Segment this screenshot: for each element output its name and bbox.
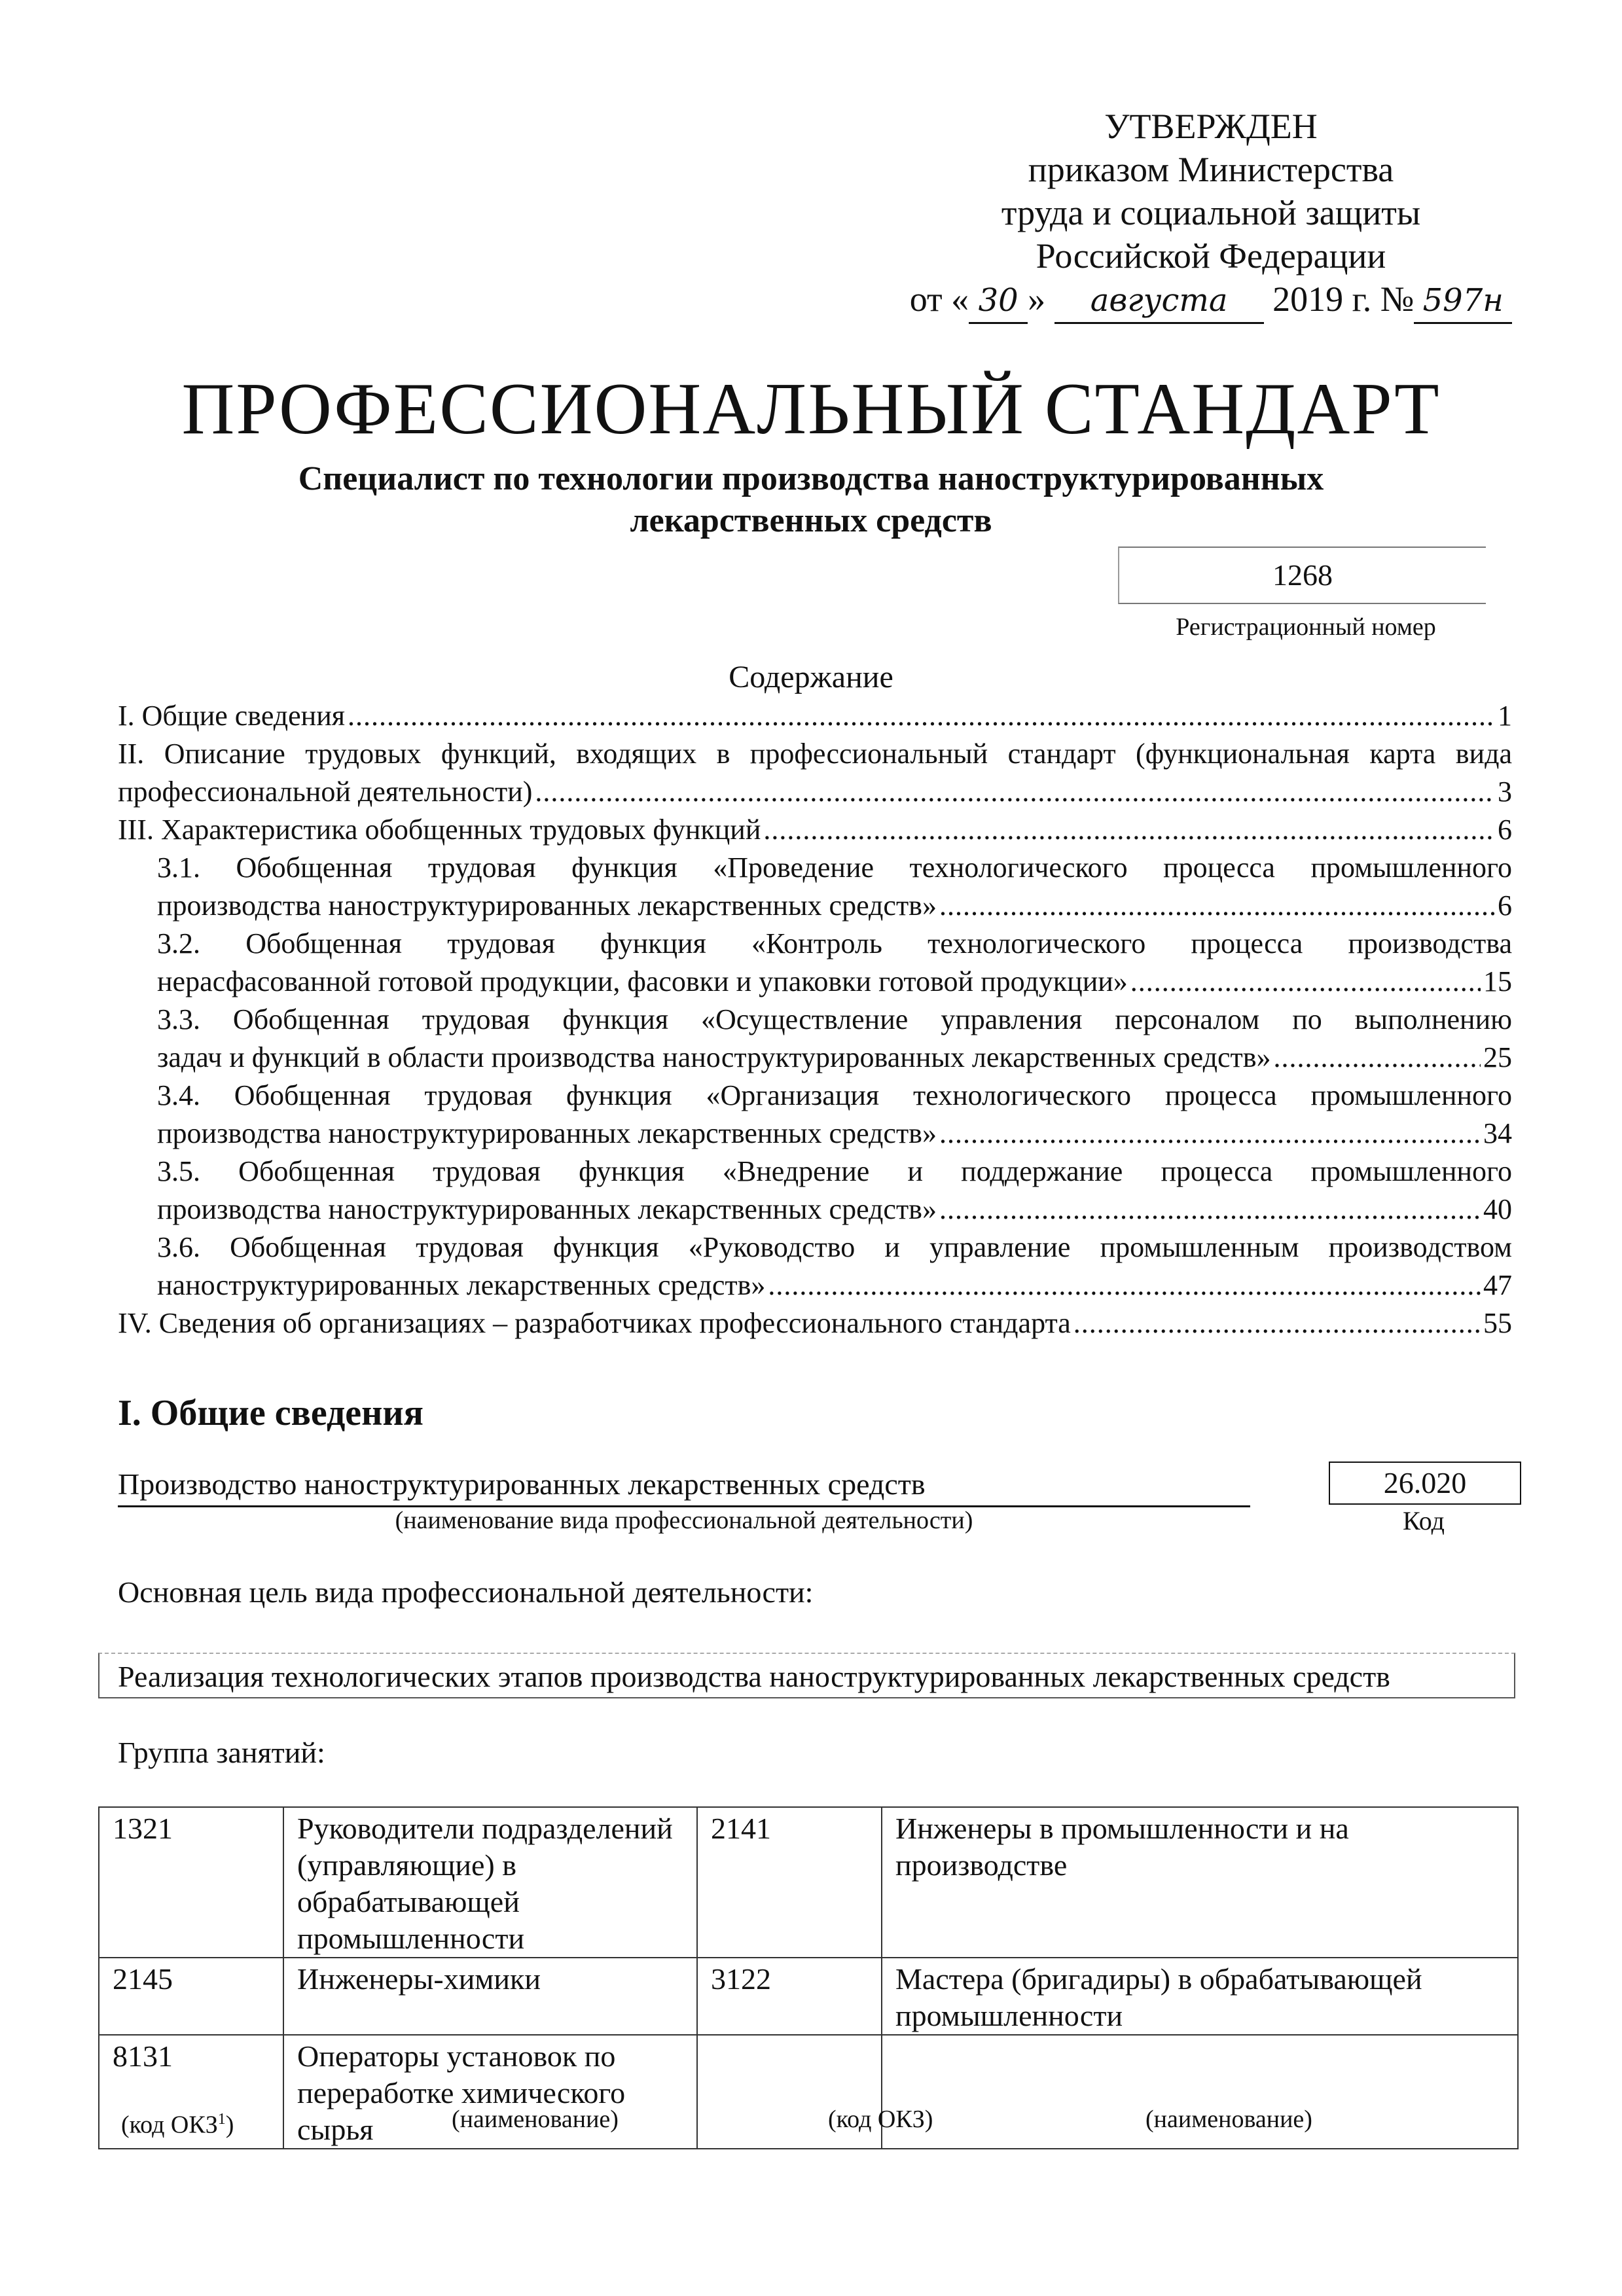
toc-line bbox=[157, 1191, 1512, 1229]
toc-entry-text: производства наноструктурированных лекарственных средств» bbox=[157, 1117, 937, 1149]
subtitle-line-1: Специалист по технологии производства наноструктурированных bbox=[298, 460, 1324, 497]
toc-line bbox=[157, 963, 1512, 1001]
date-prefix: от « bbox=[909, 279, 969, 319]
toc-entry-text: производства наноструктурированных лекарственных средств» bbox=[157, 1193, 937, 1225]
okz-code-cell: 2141 bbox=[697, 1807, 882, 1958]
okz-code-cell: 8131 bbox=[99, 2035, 283, 2149]
caption-text: (код ОКЗ bbox=[121, 2111, 218, 2139]
toc-entry[interactable] bbox=[118, 697, 1512, 735]
occupation-name-caption-1: (наименование) bbox=[452, 2106, 619, 2133]
toc-dot-leader bbox=[535, 773, 1495, 811]
approval-date-line bbox=[871, 278, 1551, 324]
approval-line-ministry: труда и социальной защиты bbox=[1001, 193, 1421, 232]
toc-entry[interactable] bbox=[118, 849, 1512, 925]
occupation-name-cell: Операторы установок по переработке химического сырья bbox=[283, 2035, 697, 2149]
toc-line bbox=[118, 811, 1512, 849]
toc-dot-leader bbox=[348, 697, 1495, 735]
toc-dot-leader bbox=[1274, 1039, 1481, 1077]
toc-page-number: 15 bbox=[1483, 965, 1512, 997]
table-of-contents bbox=[118, 697, 1512, 1342]
goal-label: Основная цель вида профессиональной деятельности: bbox=[118, 1575, 814, 1609]
toc-dot-leader bbox=[939, 1191, 1481, 1229]
footnote-mark: 1 bbox=[217, 2111, 226, 2128]
toc-entry[interactable] bbox=[118, 925, 1512, 1001]
subtitle-line-2: лекарственных средств bbox=[630, 502, 992, 539]
okz-code-cell: 3122 bbox=[697, 1958, 882, 2035]
toc-line bbox=[157, 887, 1512, 925]
toc-entry[interactable] bbox=[118, 1304, 1512, 1342]
toc-line bbox=[118, 1304, 1512, 1342]
date-year: 2019 г. № bbox=[1272, 279, 1415, 319]
activity-code-box: 26.020 bbox=[1329, 1462, 1521, 1505]
toc-page-number: 1 bbox=[1498, 700, 1512, 732]
activity-name: Производство наноструктурированных лекарственных средств bbox=[118, 1466, 1250, 1507]
document-subtitle bbox=[131, 458, 1491, 542]
toc-entry-text: 3.6. Обобщенная трудовая функция «Руководство и управление промышленным производством bbox=[157, 1231, 1512, 1263]
goal-box: Реализация технологических этапов производства наноструктурированных лекарственных средств bbox=[98, 1653, 1515, 1698]
toc-line bbox=[157, 1266, 1512, 1304]
toc-entry-text: 3.4. Обобщенная трудовая функция «Организация технологического процесса промышленного bbox=[157, 1079, 1512, 1111]
toc-entry[interactable] bbox=[118, 811, 1512, 849]
toc-entry-text: III. Характеристика обобщенных трудовых функций bbox=[118, 814, 761, 846]
section-heading: I. Общие сведения bbox=[118, 1393, 424, 1433]
date-month: августа bbox=[1054, 279, 1264, 324]
toc-dot-leader bbox=[1130, 963, 1481, 1001]
toc-line bbox=[118, 697, 1512, 735]
okz-code-cell: 1321 bbox=[99, 1807, 283, 1958]
toc-entry[interactable] bbox=[118, 735, 1512, 811]
toc-line bbox=[118, 773, 1512, 811]
toc-dot-leader bbox=[763, 811, 1495, 849]
occupation-group-table bbox=[98, 1806, 1519, 2149]
okz-code-caption-2: (код ОКЗ) bbox=[828, 2106, 933, 2133]
toc-line bbox=[157, 1039, 1512, 1077]
occupation-name-cell: Мастера (бригадиры) в обрабатывающей промышленности bbox=[882, 1958, 1518, 2035]
toc-dot-leader bbox=[1073, 1304, 1481, 1342]
toc-line bbox=[157, 1115, 1512, 1153]
occupation-name-cell: Инженеры в промышленности и на производстве bbox=[882, 1807, 1518, 1958]
toc-page-number: 55 bbox=[1483, 1307, 1512, 1339]
toc-entry-text: профессиональной деятельности) bbox=[118, 776, 533, 808]
toc-page-number: 3 bbox=[1498, 776, 1512, 808]
approval-line-country: Российской Федерации bbox=[1036, 236, 1386, 276]
toc-entry-text: 3.2. Обобщенная трудовая функция «Контроль технологического процесса производства bbox=[157, 927, 1512, 960]
table-row bbox=[99, 1807, 1518, 1958]
table-row bbox=[99, 1958, 1518, 2035]
toc-entry[interactable] bbox=[118, 1229, 1512, 1304]
toc-entry[interactable] bbox=[118, 1153, 1512, 1229]
toc-page-number: 47 bbox=[1483, 1269, 1512, 1301]
toc-entry-text: 3.1. Обобщенная трудовая функция «Проведение технологического процесса промышленного bbox=[157, 852, 1512, 884]
occupation-name-cell: Руководители подразделений (управляющие) в обрабатывающей промышленности bbox=[283, 1807, 697, 1958]
toc-page-number: 6 bbox=[1498, 814, 1512, 846]
toc-dot-leader bbox=[768, 1266, 1481, 1304]
activity-code-caption: Код bbox=[1403, 1506, 1445, 1535]
toc-entry[interactable] bbox=[118, 1001, 1512, 1077]
toc-entry-text: I. Общие сведения bbox=[118, 700, 346, 732]
okz-code-caption-1 bbox=[121, 2104, 234, 2140]
toc-entry[interactable] bbox=[118, 1077, 1512, 1153]
toc-entry-text: IV. Сведения об организациях – разработчиках профессионального стандарта bbox=[118, 1307, 1071, 1339]
approval-line-order: приказом Министерства bbox=[1028, 150, 1394, 189]
occupation-name-caption-2: (наименование) bbox=[1145, 2106, 1312, 2133]
toc-dot-leader bbox=[939, 887, 1495, 925]
occupation-name-cell: Инженеры-химики bbox=[283, 1958, 697, 2035]
caption-text: ) bbox=[225, 2111, 234, 2139]
occupation-group-label: Группа занятий: bbox=[118, 1736, 325, 1769]
toc-entry-text: задач и функций в области производства наноструктурированных лекарственных средств» bbox=[157, 1041, 1271, 1073]
toc-dot-leader bbox=[939, 1115, 1481, 1153]
toc-entry-text: нерасфасованной готовой продукции, фасовки и упаковки готовой продукции» bbox=[157, 965, 1128, 997]
toc-entry-text: II. Описание трудовых функций, входящих в профессиональный стандарт (функциональная карта вида bbox=[118, 738, 1512, 770]
activity-caption: (наименование вида профессиональной деятельности) bbox=[395, 1507, 973, 1534]
order-number: 597н bbox=[1414, 279, 1512, 324]
toc-page-number: 6 bbox=[1498, 889, 1512, 922]
toc-entry-text: 3.5. Обобщенная трудовая функция «Внедрение и поддержание процесса промышленного bbox=[157, 1155, 1512, 1187]
registration-number-label: Регистрационный номер bbox=[1176, 613, 1436, 641]
registration-number-box: 1268 bbox=[1118, 547, 1486, 604]
date-mid: » bbox=[1028, 279, 1046, 319]
toc-entry-text: наноструктурированных лекарственных средств» bbox=[157, 1269, 766, 1301]
approval-title: УТВЕРЖДЕН bbox=[1104, 107, 1318, 146]
okz-code-cell: 2145 bbox=[99, 1958, 283, 2035]
toc-page-number: 34 bbox=[1483, 1117, 1512, 1149]
contents-title: Содержание bbox=[729, 660, 893, 694]
toc-page-number: 40 bbox=[1483, 1193, 1512, 1225]
document-title: ПРОФЕССИОНАЛЬНЫЙ СТАНДАРТ bbox=[181, 368, 1441, 450]
toc-entry-text: 3.3. Обобщенная трудовая функция «Осуществление управления персоналом по выполнению bbox=[157, 1003, 1512, 1035]
toc-page-number: 25 bbox=[1483, 1041, 1512, 1073]
approval-block bbox=[871, 105, 1551, 324]
date-day: 30 bbox=[969, 279, 1028, 324]
toc-entry-text: производства наноструктурированных лекарственных средств» bbox=[157, 889, 937, 922]
